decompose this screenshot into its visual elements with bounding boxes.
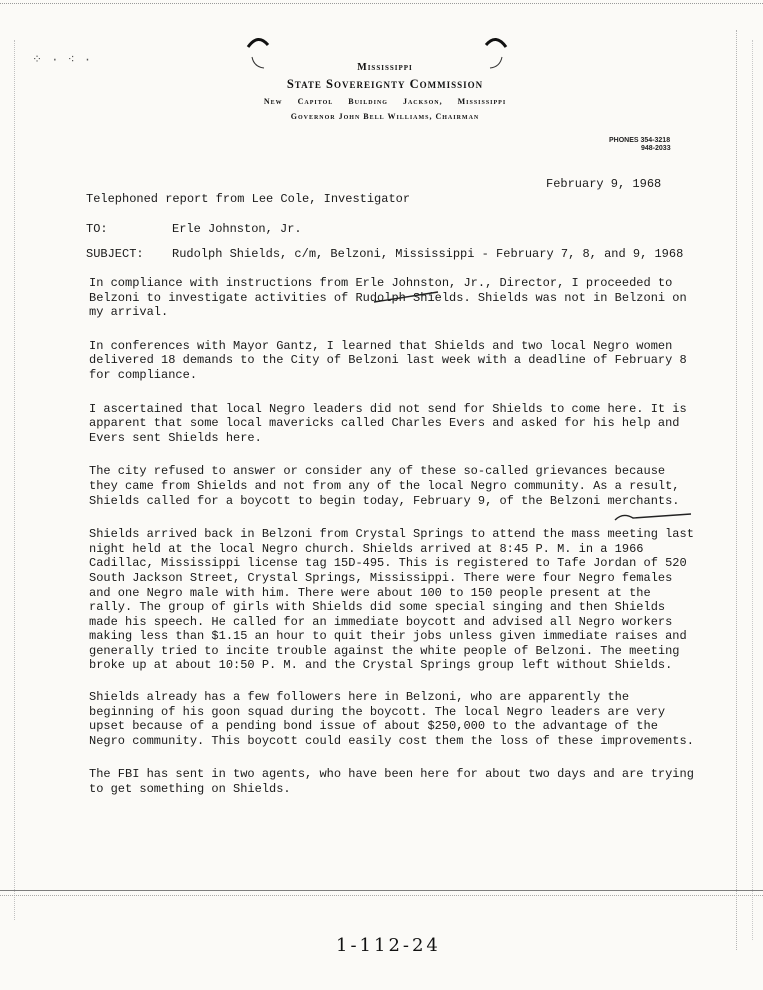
letterhead-governor: Governor John Bell Williams, Chairman [290, 112, 480, 121]
paragraph-3: I ascertained that local Negro leaders did not send for Shields to come here. It is apparent that some local mavericks called Charles Evers and asked for his help and Evers sent Shields here. [89, 401, 687, 445]
handwritten-file-number: 1-112-24 [336, 935, 441, 956]
subject-label: SUBJECT: [86, 247, 144, 261]
letterhead-state: Mississippi [357, 62, 413, 73]
scan-edge-bottom-dotted [0, 895, 763, 896]
paragraph-6: Shields already has a few followers here in Belzoni, who are apparently the beginning of his goon squad during the boycott. The local Negro leaders are very upset because of a pending bond issue of about $250,000 to the advantage of the Negro community. This boycott could easily cost them the loss of these improvements. [89, 690, 694, 748]
letterhead-organization: State Sovereignty Commission [286, 77, 484, 91]
scan-edge-right [736, 30, 737, 950]
report-body [89, 276, 701, 816]
scan-edge-left [14, 40, 15, 920]
phone-line-2: 948-2033 [641, 145, 671, 152]
report-date: February 9, 1968 [546, 177, 662, 191]
phone-line-1: PHONES 354-3218 [609, 137, 671, 144]
scan-edge-right-outer [752, 40, 753, 940]
margin-mark: ⁘ · ⁖ · [32, 53, 93, 67]
paragraph-2: In conferences with Mayor Gantz, I learned that Shields and two local Negro women delivered 18 demands to the City of Belzoni last week with a deadline of February 8 for compliance. [89, 338, 687, 382]
pen-underline-mark [370, 290, 440, 304]
to-value: Erle Johnston, Jr. [172, 222, 302, 236]
pen-strike-mark [613, 510, 693, 524]
phone-numbers [609, 137, 671, 153]
paragraph-4: The city refused to answer or consider any of these so-called grievances because they came from Shields and not from any of the local Negro community. As a result, Shields called for a boycott to begin today, February 9, of the Belzoni merchants. [89, 464, 680, 508]
scan-edge-bottom [0, 890, 763, 891]
subject-value: Rudolph Shields, c/m, Belzoni, Mississippi - February 7, 8, and 9, 1968 [172, 247, 684, 261]
letterhead [220, 62, 550, 121]
paragraph-1: In compliance with instructions from Erle Johnston, Jr., Director, I proceeded to Belzoni to investigate activities of Rudolph Shields. Shields was not in Belzoni on my arrival. [89, 276, 687, 320]
paragraph-5: Shields arrived back in Belzoni from Crystal Springs to attend the mass meeting last night held at the local Negro church. Shields arrived at 8:45 P. M. in a 1966 Cadillac, Mississippi license tag 15D-495. This is registered to Tafe Jordan of 520 South Jackson Street, Crystal Springs, Mississippi. There were four Negro females and one Negro male with him. There were about 100 to 150 people present at the rally. The group of girls with Shields did some special singing and then Shields made his speech. He called for an immediate boycott and advised all Negro workers making less than $1.15 an hour to quit their jobs unless given immediate raises and generally tried to incite trouble against the white people of Belzoni. The meeting broke up at about 10:50 P. M. and the Crystal Springs group left without Shields. [89, 527, 694, 673]
letterhead-address: New Capitol Building Jackson, Mississippi [263, 97, 507, 106]
report-intro: Telephoned report from Lee Cole, Investigator [86, 192, 411, 206]
to-label: TO: [86, 222, 108, 236]
scan-edge-top [0, 3, 763, 4]
paragraph-7: The FBI has sent in two agents, who have been here for about two days and are trying to get something on Shields. [89, 767, 694, 797]
